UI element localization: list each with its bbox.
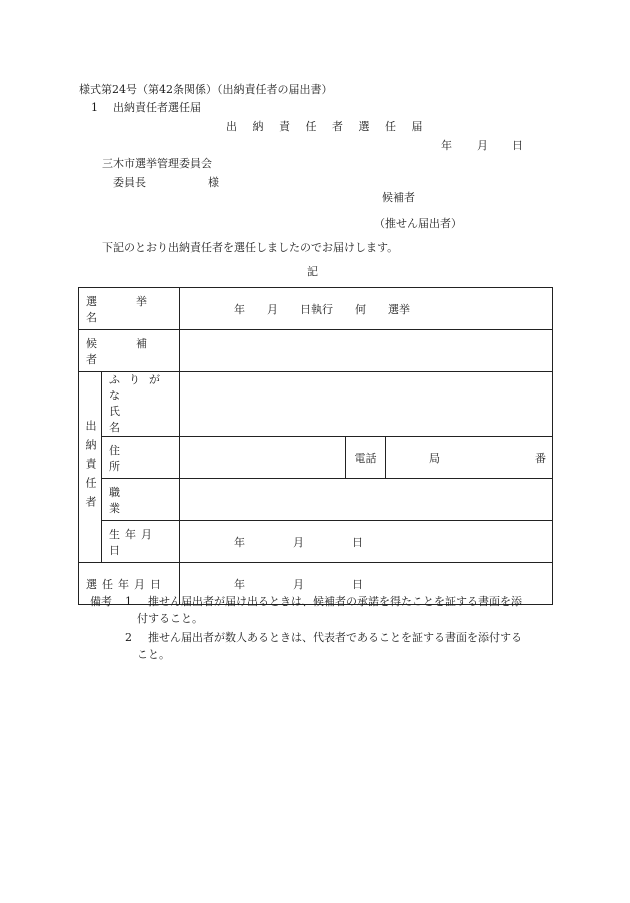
recommender-label: （推せん届出者） xyxy=(374,217,462,230)
election-label-cell xyxy=(79,288,186,330)
birth-label-cell xyxy=(102,521,180,563)
name-row xyxy=(79,372,553,437)
job-label-cell xyxy=(102,479,180,521)
treasurer-label: 出納責任者 xyxy=(84,419,97,515)
candidate-label-cell xyxy=(79,330,186,372)
phone-value-cell[interactable] xyxy=(386,437,553,479)
candidate-label: 候補者 xyxy=(382,191,415,204)
election-value-cell[interactable] xyxy=(180,288,553,330)
appoint-month: 月 xyxy=(293,577,304,591)
note-2-line1: 推せん届出者が数人あるときは、代表者であることを証する書面を添付する xyxy=(148,631,522,644)
date-day: 日 xyxy=(512,139,523,152)
candidate-value-cell[interactable] xyxy=(180,330,553,372)
name-label-cell xyxy=(102,372,180,437)
appoint-label: 選任年月日 xyxy=(86,577,166,591)
job-value-cell[interactable] xyxy=(180,479,553,521)
phone-label-cell xyxy=(346,437,386,479)
phone-ban: 番 xyxy=(535,451,547,465)
document-title: 出 納 責 任 者 選 任 届 xyxy=(226,120,429,133)
birth-month: 月 xyxy=(293,535,304,549)
candidate-row-label: 候 補 者 xyxy=(86,336,186,366)
job-label: 職 業 xyxy=(109,485,159,515)
date-year: 年 xyxy=(441,139,452,152)
address-value-cell[interactable] xyxy=(180,437,346,479)
name-value-cell[interactable] xyxy=(180,372,553,437)
birth-row xyxy=(79,521,553,563)
name-label: 氏 名 xyxy=(109,405,159,434)
addressee: 三木市選挙管理委員会 xyxy=(102,157,212,170)
note-2-number: 2 xyxy=(125,631,132,644)
election-row xyxy=(79,288,553,330)
address-label-cell xyxy=(102,437,180,479)
election-value: 年 月 日執行 何 選挙 xyxy=(234,302,410,316)
notes-title: 備考 xyxy=(90,595,112,608)
note-1-line1: 推せん届出者が届け出るときは、候補者の承諾を得たことを証する書面を添 xyxy=(148,595,522,608)
form-number: 様式第24号（第42条関係）（出納責任者の届出書） xyxy=(79,83,333,96)
birth-day: 日 xyxy=(352,535,363,549)
sama-honorific: 様 xyxy=(208,176,219,189)
note-2-line2: こと。 xyxy=(137,648,170,661)
address-label: 住 所 xyxy=(109,443,159,473)
chair-title: 委員長 xyxy=(113,176,146,189)
candidate-row xyxy=(79,330,553,372)
furigana-label: ふりがな xyxy=(109,373,169,402)
treasurer-label-cell xyxy=(79,372,102,563)
intro-text: 下記のとおり出納責任者を選任しましたのでお届けします。 xyxy=(102,241,399,254)
note-1-line2: 付すること。 xyxy=(137,612,203,625)
address-row xyxy=(79,437,553,479)
birth-value-cell[interactable] xyxy=(180,521,553,563)
appoint-year: 年 xyxy=(234,577,245,591)
birth-year: 年 xyxy=(234,535,245,549)
form-table xyxy=(78,287,553,605)
appoint-day: 日 xyxy=(352,577,363,591)
phone-label: 電話 xyxy=(354,451,377,465)
ki-heading: 記 xyxy=(307,265,318,278)
birth-label: 生年月日 xyxy=(109,527,157,557)
note-1-number: 1 xyxy=(125,595,132,608)
job-row xyxy=(79,479,553,521)
date-month: 月 xyxy=(477,139,488,152)
election-label: 選 挙 名 xyxy=(86,294,186,324)
item-number: 1 xyxy=(91,101,98,114)
phone-kyoku: 局 xyxy=(429,451,440,465)
item-title: 出納責任者選任届 xyxy=(113,101,201,114)
